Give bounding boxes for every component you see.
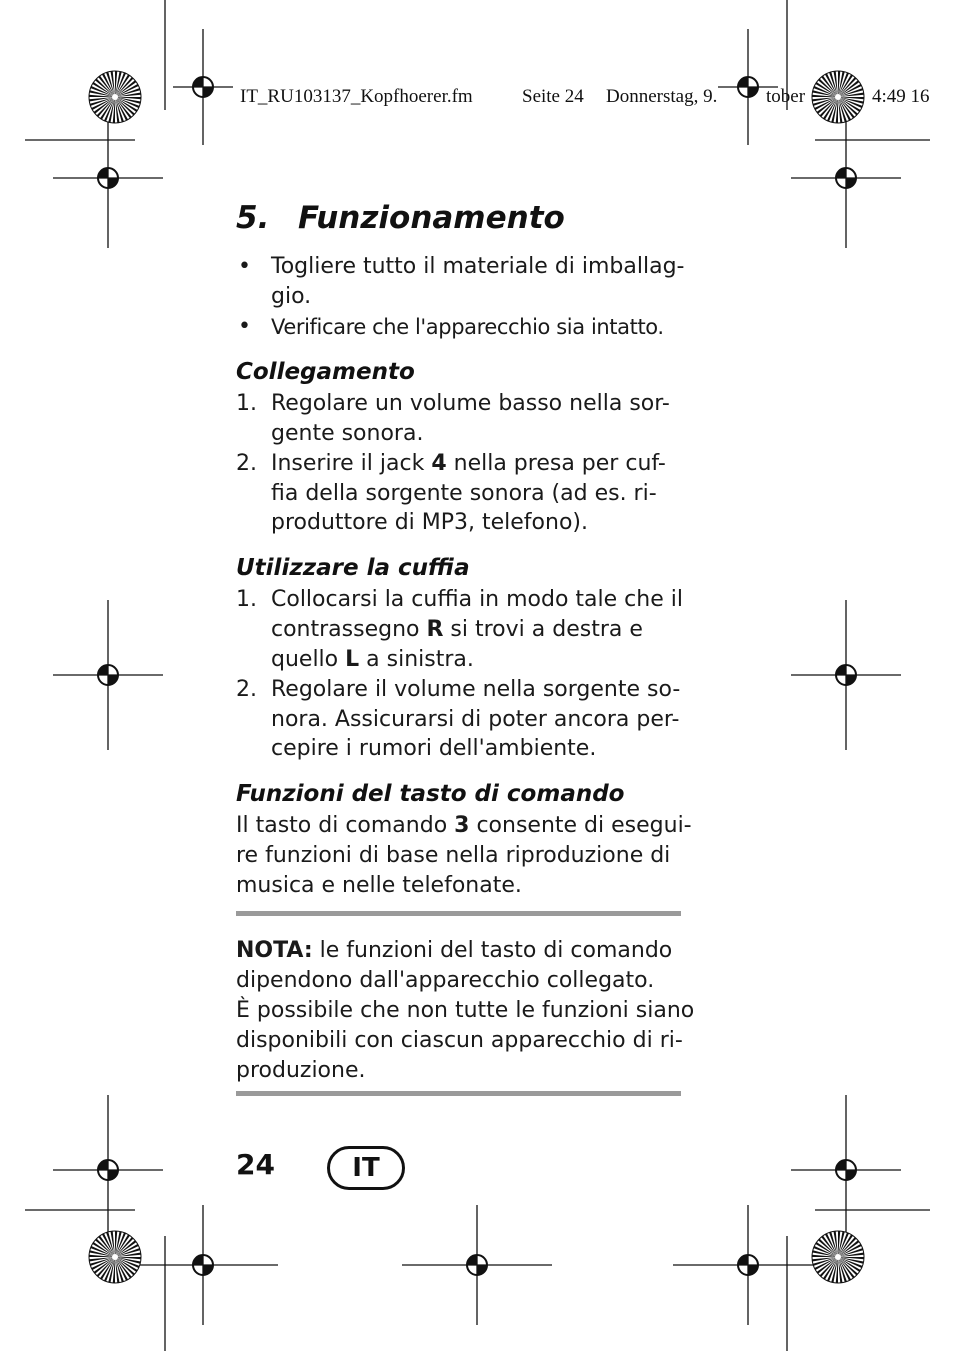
subheading-funzioni: Funzioni del tasto di comando xyxy=(236,781,625,807)
registration-mark-icon xyxy=(53,1095,163,1245)
text-run: le funzioni del tasto di comando xyxy=(312,938,673,963)
text-run: consente di esegui- xyxy=(469,813,692,838)
subheading-utilizzare: Utilizzare la cuffia xyxy=(236,555,470,581)
slug-page: Seite 24 xyxy=(522,86,584,107)
paragraph-line xyxy=(236,811,692,841)
registration-mark-icon xyxy=(402,1205,552,1325)
step-text xyxy=(271,615,643,645)
print-slug-header xyxy=(240,84,940,114)
text-run: quello xyxy=(271,647,346,672)
language-badge: IT xyxy=(327,1146,405,1190)
step-text: nora. Assicurarsi di poter ancora per- xyxy=(271,707,680,732)
slug-date-part2: tober xyxy=(766,86,806,107)
text-run: Inserire il jack xyxy=(271,451,432,476)
section-heading xyxy=(236,200,565,236)
paragraph-line: musica e nelle telefonate. xyxy=(236,873,522,898)
bullet-marker: • xyxy=(238,314,251,339)
note-line xyxy=(236,936,672,966)
step-text: cepire i rumori dell'ambiente. xyxy=(271,736,597,761)
text-run: contrassegno xyxy=(271,617,427,642)
text-run: si trovi a destra e xyxy=(443,617,643,642)
step-number: 2. xyxy=(236,451,257,476)
registration-mark-icon xyxy=(673,1205,823,1325)
step-number: 2. xyxy=(236,677,257,702)
color-bar-rosette-icon xyxy=(812,1231,864,1283)
note-label: NOTA: xyxy=(236,938,313,963)
registration-mark-icon xyxy=(128,1205,278,1325)
bullet-text: Togliere tutto il materiale di imballag- xyxy=(271,254,685,279)
color-bar-rosette-icon xyxy=(89,71,141,123)
step-number: 1. xyxy=(236,587,257,612)
registration-mark-icon xyxy=(791,108,901,248)
page-number: 24 xyxy=(236,1148,275,1181)
step-text: gente sonora. xyxy=(271,421,424,446)
step-text xyxy=(271,645,474,675)
registration-mark-icon xyxy=(173,29,233,145)
step-text: Regolare un volume basso nella sor- xyxy=(271,391,670,416)
slug-time: 4:49 16 xyxy=(872,86,930,107)
text-run: a sinistra. xyxy=(359,647,474,672)
note-bottom-rule xyxy=(236,1091,681,1096)
registration-mark-icon xyxy=(791,1095,901,1245)
bold-label-l: L xyxy=(345,647,360,672)
bold-part-number: 3 xyxy=(454,813,470,838)
color-bar-rosette-icon xyxy=(89,1231,141,1283)
step-text: Collocarsi la cuffia in modo tale che il xyxy=(271,587,683,612)
note-line: disponibili con ciascun apparecchio di ri- xyxy=(236,1028,683,1053)
registration-mark-icon xyxy=(791,600,901,750)
note-line: È possibile che non tutte le funzioni siano xyxy=(236,998,695,1023)
subheading-collegamento: Collegamento xyxy=(236,359,415,385)
step-text xyxy=(271,449,666,479)
section-number: 5. xyxy=(236,200,270,236)
bullet-text: Verificare che l'apparecchio sia intatto. xyxy=(271,315,664,339)
text-run: nella presa per cuf- xyxy=(446,451,666,476)
registration-mark-icon xyxy=(53,108,163,248)
note-top-rule xyxy=(236,911,681,916)
step-text: Regolare il volume nella sorgente so- xyxy=(271,677,681,702)
note-line: produzione. xyxy=(236,1058,366,1083)
step-text: fia della sorgente sonora (ad es. ri- xyxy=(271,481,657,506)
step-text: produttore di MP3, telefono). xyxy=(271,510,588,535)
note-line: dipendono dall'apparecchio collegato. xyxy=(236,968,655,993)
paragraph-line: re funzioni di base nella riproduzione di xyxy=(236,843,671,868)
section-title: Funzionamento xyxy=(298,200,565,236)
text-run: Il tasto di comando xyxy=(236,813,455,838)
bullet-text: gio. xyxy=(271,284,312,309)
slug-filename: IT_RU103137_Kopfhoerer.fm xyxy=(240,86,473,107)
bold-label-r: R xyxy=(426,617,444,642)
registration-mark-icon xyxy=(53,600,163,750)
bullet-marker: • xyxy=(238,254,251,279)
bold-part-number: 4 xyxy=(431,451,447,476)
step-number: 1. xyxy=(236,391,257,416)
slug-date-part1: Donnerstag, 9. xyxy=(606,86,718,107)
